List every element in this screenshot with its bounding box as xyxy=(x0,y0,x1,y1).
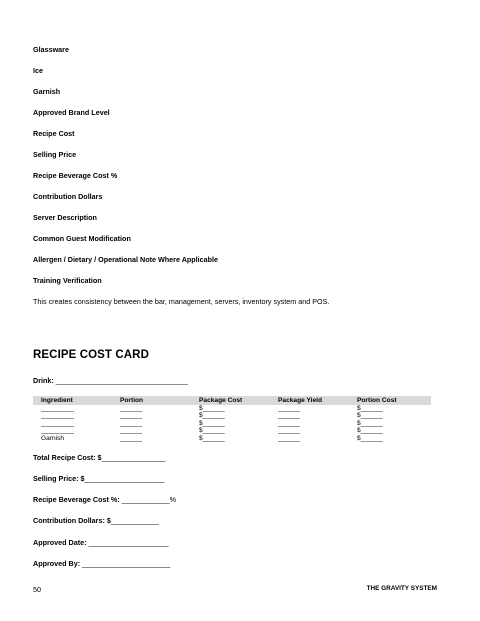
total-recipe-cost-line xyxy=(33,453,166,462)
field-selling-price: Selling Price xyxy=(33,150,77,159)
field-recipe-beverage-cost: Recipe Beverage Cost % xyxy=(33,171,118,180)
cell-package-yield: ______ xyxy=(278,405,301,412)
table-header-row xyxy=(33,396,431,405)
table-row xyxy=(33,412,431,419)
header-package-yield: Package Yield xyxy=(278,397,322,404)
table-row xyxy=(33,405,431,412)
cell-portion: ______ xyxy=(120,427,143,435)
cell-portion-cost: $______ xyxy=(357,427,383,435)
cell-ingredient: Garnish xyxy=(41,434,65,442)
approved-by-label: Approved By: xyxy=(33,559,81,568)
cell-ingredient: _________ xyxy=(41,412,75,420)
contribution-dollars-label: Contribution Dollars: $ xyxy=(33,516,111,525)
total-recipe-cost-blank: ________________ xyxy=(101,453,166,462)
cell-package-cost: $______ xyxy=(199,419,225,427)
drink-blank: _________________________________ xyxy=(55,376,188,385)
cell-package-yield: ______ xyxy=(278,434,301,442)
table-row xyxy=(33,420,431,427)
cell-portion: ______ xyxy=(120,434,143,442)
field-training-verification: Training Verification xyxy=(33,276,102,285)
beverage-cost-line xyxy=(33,495,176,504)
cell-portion: ______ xyxy=(120,405,143,412)
approved-date-label: Approved Date: xyxy=(33,538,87,547)
table-row xyxy=(33,427,431,434)
cell-package-yield: ______ xyxy=(278,419,301,427)
table-row xyxy=(33,435,431,442)
field-ice: Ice xyxy=(33,66,43,75)
beverage-cost-blank: ____________% xyxy=(119,495,177,504)
approved-date-line xyxy=(33,538,168,547)
cell-package-yield: ______ xyxy=(278,427,301,435)
cell-package-yield: ______ xyxy=(278,412,301,420)
field-approved-brand-level: Approved Brand Level xyxy=(33,108,110,117)
total-recipe-cost-label: Total Recipe Cost: $ xyxy=(33,453,102,462)
beverage-cost-label: Recipe Beverage Cost %: xyxy=(33,495,120,504)
field-garnish: Garnish xyxy=(33,87,61,96)
cell-package-cost: $______ xyxy=(199,427,225,435)
selling-price-blank: ____________________ xyxy=(84,474,165,483)
recipe-cost-card-heading: RECIPE COST CARD xyxy=(33,349,149,361)
header-package-cost: Package Cost xyxy=(199,397,243,404)
field-server-description: Server Description xyxy=(33,213,97,222)
cell-package-cost: $______ xyxy=(199,434,225,442)
consistency-note: This creates consistency between the bar, management, servers, inventory system and POS. xyxy=(33,297,330,306)
header-portion: Portion xyxy=(120,397,144,404)
approved-by-blank: ______________________ xyxy=(80,559,171,568)
recipe-cost-table xyxy=(33,396,431,442)
field-recipe-cost: Recipe Cost xyxy=(33,129,75,138)
contribution-dollars-blank: ____________ xyxy=(110,516,159,525)
cell-package-cost: $______ xyxy=(199,405,225,412)
field-glassware: Glassware xyxy=(33,45,69,54)
cell-ingredient: _________ xyxy=(41,405,75,412)
approved-by-line xyxy=(33,559,170,568)
cell-portion-cost: $______ xyxy=(357,434,383,442)
cell-ingredient: _________ xyxy=(41,427,75,435)
cell-portion-cost: $______ xyxy=(357,412,383,420)
field-contribution-dollars: Contribution Dollars xyxy=(33,192,103,201)
header-ingredient: Ingredient xyxy=(41,397,73,404)
selling-price-label: Selling Price: $ xyxy=(33,474,85,483)
cell-ingredient: _________ xyxy=(41,419,75,427)
page-number: 50 xyxy=(33,585,41,594)
cell-portion: ______ xyxy=(120,412,143,420)
cell-portion-cost: $______ xyxy=(357,419,383,427)
cell-portion-cost: $______ xyxy=(357,405,383,412)
contribution-dollars-line xyxy=(33,516,159,525)
footer-title: THE GRAVITY SYSTEM xyxy=(366,585,437,592)
cell-portion: ______ xyxy=(120,419,143,427)
drink-line xyxy=(33,376,188,385)
field-allergen-note: Allergen / Dietary / Operational Note Where Applicable xyxy=(33,255,219,264)
cell-package-cost: $______ xyxy=(199,412,225,420)
drink-label: Drink: xyxy=(33,376,54,385)
field-common-guest-modification: Common Guest Modification xyxy=(33,234,131,243)
header-portion-cost: Portion Cost xyxy=(357,397,397,404)
selling-price-line xyxy=(33,474,164,483)
approved-date-blank: ____________________ xyxy=(86,538,169,547)
